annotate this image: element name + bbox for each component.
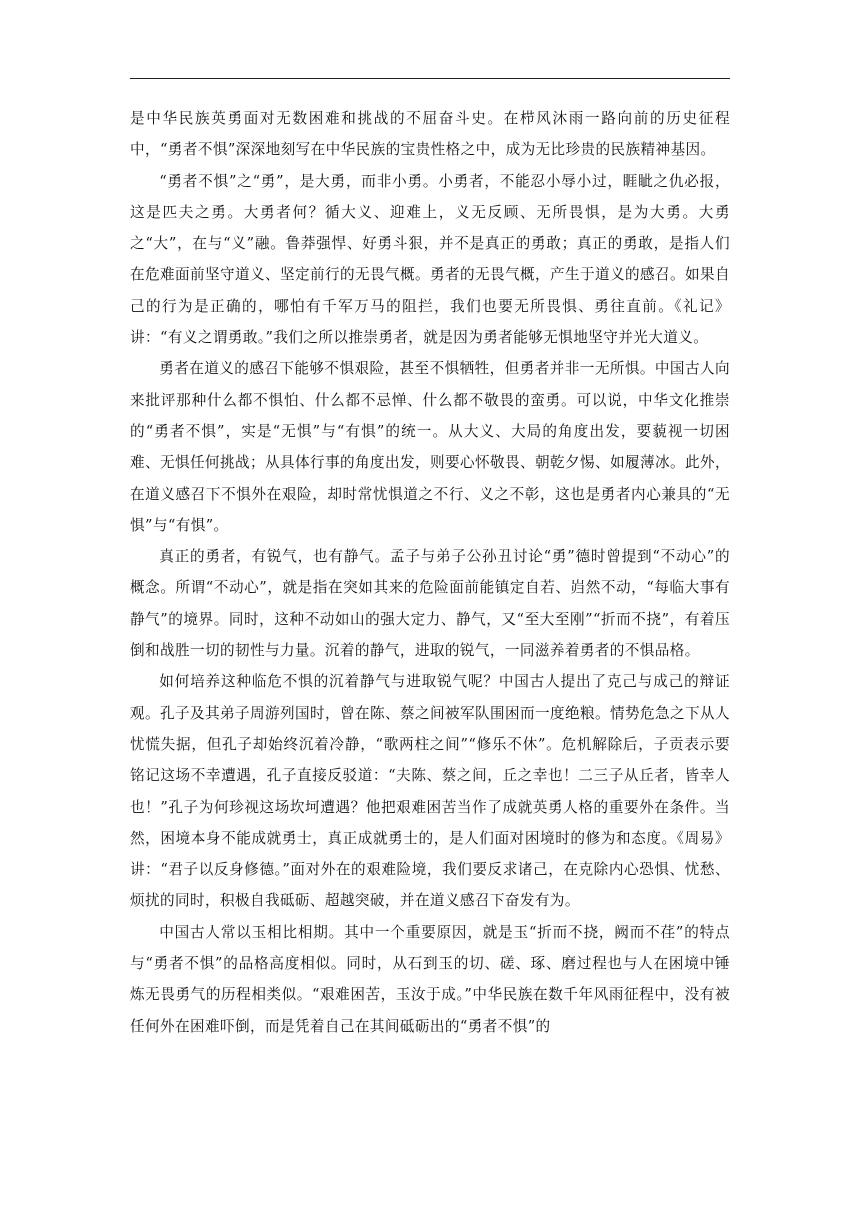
paragraph-1: 是中华民族英勇面对无数困难和挑战的不屈奋斗史。在栉风沐雨一路向前的历史征程中，“勇者不惧”深深地刻写在中华民族的宝贵性格之中，成为无比珍贵的民族精神基因。 [130,110,730,159]
paragraph-2: “勇者不惧”之“勇”，是大勇，而非小勇。小勇者，不能忍小辱小过，睚眦之仇必报，这是匹夫之勇。大勇者何？循大义、迎难上，义无反顾、无所畏惧，是为大勇。大勇之“大”，在与“义”融。鲁莽强悍、好勇斗狠，并不是真正的勇敢；真正的勇敢，是指人们在危难面前坚守道义、坚定前行的无畏气概。勇者的无畏气概，产生于道义的感召。如果自己的行为是正确的，哪怕有千军万马的阻拦，我们也要无所畏惧、勇往直前。《礼记》讲：“有义之谓勇敢。”我们之所以推崇勇者，就是因为勇者能够无惧地坚守并光大道义。 [130,172,730,347]
paragraph-3: 勇者在道义的感召下能够不惧艰险，甚至不惧牺牲，但勇者并非一无所惧。中国古人向来批评那种什么都不惧怕、什么都不忌惮、什么都不敬畏的蛮勇。可以说，中华文化推崇的“勇者不惧”，实是“无惧”与“有惧”的统一。从大义、大局的角度出发，要藐视一切困难、无惧任何挑战；从具体行事的角度出发，则要心怀敬畏、朝乾夕惕、如履薄冰。此外，在道义感召下不惧外在艰险，却时常忧惧道之不行、义之不彰，这也是勇者内心兼具的“无惧”与“有惧”。 [130,360,730,534]
paragraph-4: 真正的勇者，有锐气，也有静气。孟子与弟子公孙丑讨论“勇”德时曾提到“不动心”的概念。所谓“不动心”，就是指在突如其来的危险面前能镇定自若、岿然不动，“每临大事有静气”的境界。同时，这种不动如山的强大定力、静气，又“至大至刚”“折而不挠”，有着压倒和战胜一切的韧性与力量。沉着的静气，进取的锐气，一同滋养着勇者的不惧品格。 [130,548,730,660]
paragraph-5: 如何培养这种临危不惧的沉着静气与进取锐气呢？中国古人提出了克己与成己的辩证观。孔子及其弟子周游列国时，曾在陈、蔡之间被军队围困而一度绝粮。情势危急之下从人忧慌失据，但孔子却始终沉着冷静，“歌两柱之间”“修乐不休”。危机解除后，子贡表示要铭记这场不幸遭遇，孔子直接反驳道：“夫陈、蔡之间，丘之幸也！二三子从丘者，皆幸人也！”孔子为何珍视这场坎坷遭遇？他把艰难困苦当作了成就英勇人格的重要外在条件。当然，困境本身不能成就勇士，真正成就勇士的，是人们面对困境时的修为和态度。《周易》讲：“君子以反身修德。”面对外在的艰难险境，我们要反求诸己，在克除内心恐惧、忧愁、烦扰的同时，积极自我砥砺、超越突破，并在道义感召下奋发有为。 [130,673,730,910]
paragraph-6: 中国古人常以玉相比相期。其中一个重要原因，就是玉“折而不挠，阙而不荏”的特点与“勇者不惧”的品格高度相似。同时，从石到玉的切、磋、琢、磨过程也与人在困境中锤炼无畏勇气的历程相类似。“艰难困苦，玉汝于成。”中华民族在数千年风雨征程中，没有被任何外在困难吓倒，而是凭着自己在其间砥砺出的“勇者不惧”的 [130,923,730,1035]
header-rule [130,78,730,79]
article-body [130,103,730,1042]
